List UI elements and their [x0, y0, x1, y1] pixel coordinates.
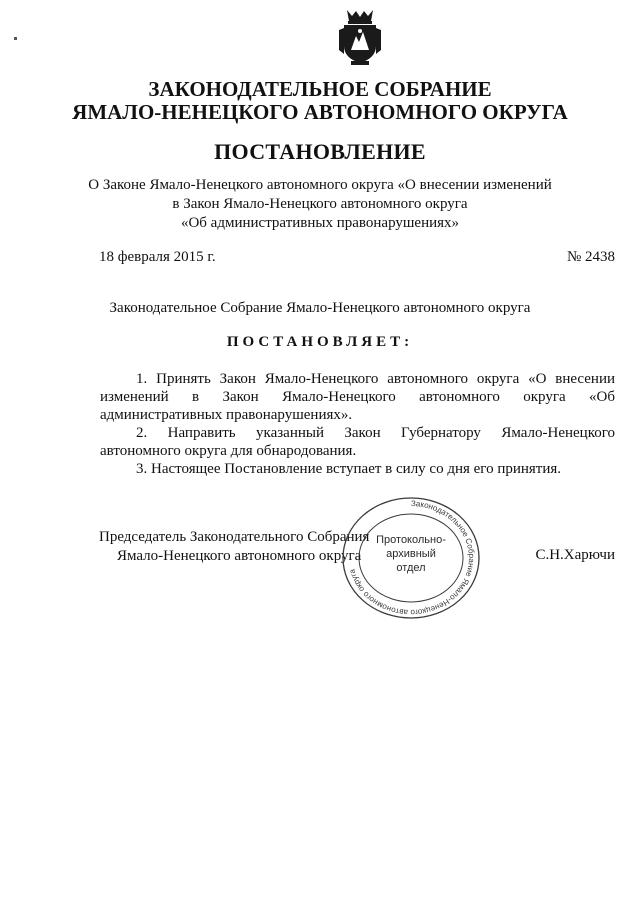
- issuing-body: Законодательное Собрание Ямало-Ненецкого автономного округа: [109, 300, 531, 316]
- item-number: 1.: [136, 371, 148, 387]
- signatory-title-line: Председатель Законодательного Собрания: [99, 529, 370, 545]
- subject-line: «Об административных правонарушениях»: [180, 215, 460, 231]
- stamp-line: отдел: [396, 562, 426, 574]
- resolution-items: [100, 370, 615, 478]
- document-date: 18 февраля 2015 г.: [99, 249, 216, 265]
- item-text: Принять Закон Ямало-Ненецкого автономного округа «О внесении изменений в Закон Ямало-Ненецкого автономного округа «Об административных правонарушениях».: [100, 371, 615, 423]
- subject-line: в Закон Ямало-Ненецкого автономного округа: [172, 196, 468, 212]
- document-type: ПОСТАНОВЛЕНИЕ: [214, 139, 426, 164]
- signatory-title: [99, 528, 369, 566]
- coat-of-arms-icon: [335, 6, 385, 66]
- subject-line: О Законе Ямало-Ненецкого автономного округа «О внесении изменений: [88, 177, 552, 193]
- item-number: 3.: [136, 461, 148, 477]
- stamp-center-text: [356, 533, 466, 575]
- resolution-item: [100, 424, 615, 460]
- organization-name: ЗАКОНОДАТЕЛЬНОЕ СОБРАНИЕ: [148, 77, 492, 101]
- signatory-name: С.Н.Харючи: [535, 547, 615, 563]
- stamp-ring-text: Законодательное Собрание Ямало-Ненецкого автономного округа: [347, 498, 476, 618]
- stamp-line: архивный: [386, 548, 436, 560]
- item-text: Направить указанный Закон Губернатору Ямало-Ненецкого автономного округа для обнародования.: [100, 425, 615, 459]
- stamp-line: Протокольно-: [376, 534, 446, 546]
- signatory-title-line: Ямало-Ненецкого автономного округа: [117, 548, 362, 564]
- resolves-heading: ПОСТАНОВЛЯЕТ:: [226, 334, 414, 350]
- scan-mark: [14, 37, 17, 40]
- item-text: Настоящее Постановление вступает в силу со дня его принятия.: [151, 461, 562, 477]
- document-number: № 2438: [566, 249, 615, 265]
- document-subject: [0, 176, 640, 233]
- item-number: 2.: [136, 425, 148, 441]
- resolution-item: [100, 370, 615, 424]
- organization-region: ЯМАЛО-НЕНЕЦКОГО АВТОНОМНОГО ОКРУГА: [72, 100, 568, 124]
- resolution-item: [100, 460, 615, 478]
